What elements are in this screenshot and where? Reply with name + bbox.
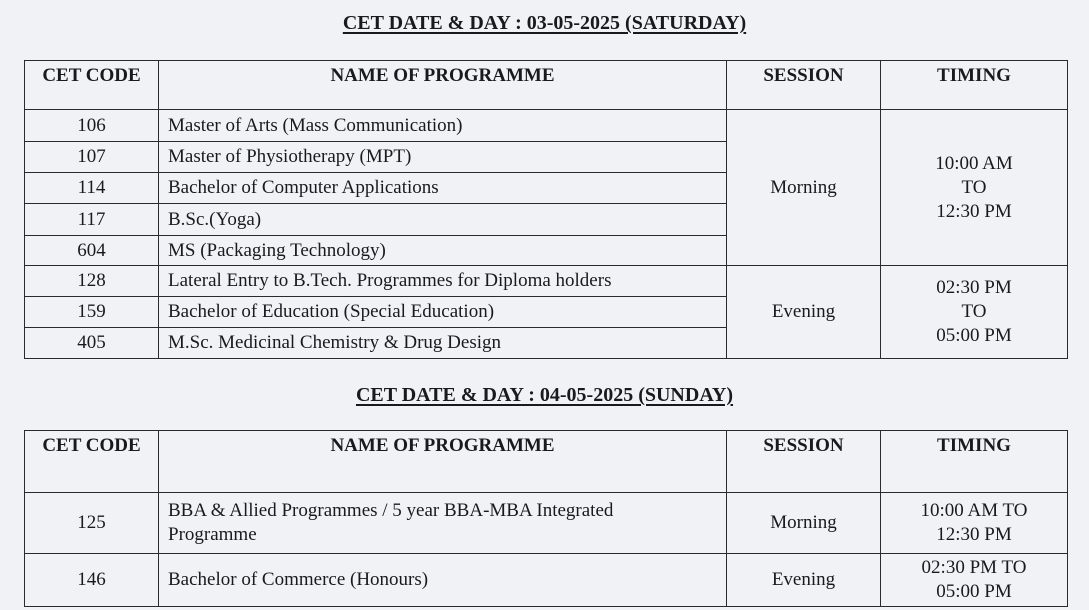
programme-name-line1: BBA & Allied Programmes / 5 year BBA-MBA Integrated xyxy=(168,500,614,521)
timing-start: 02:30 PM xyxy=(936,277,1012,298)
programme-name xyxy=(159,493,727,554)
cet-code: 106 xyxy=(25,110,159,142)
timing-to: TO xyxy=(961,176,987,198)
timing-line2: 05:00 PM xyxy=(936,581,1012,602)
session-evening: Evening xyxy=(727,266,881,359)
day2-schedule-table xyxy=(24,430,1068,607)
programme-name: Master of Physiotherapy (MPT) xyxy=(159,142,727,173)
session-evening: Evening xyxy=(727,554,881,607)
programme-name: Bachelor of Computer Applications xyxy=(159,173,727,204)
cet-code: 146 xyxy=(25,554,159,607)
programme-name-line2: Programme xyxy=(168,524,257,545)
cet-code: 604 xyxy=(25,236,159,266)
cet-code: 114 xyxy=(25,173,159,204)
header-session: SESSION xyxy=(727,61,881,110)
day1-header-row xyxy=(25,61,1068,110)
table-row xyxy=(25,493,1068,554)
day1-schedule-table xyxy=(24,60,1068,359)
programme-name: Bachelor of Education (Special Education) xyxy=(159,297,727,328)
programme-name: M.Sc. Medicinal Chemistry & Drug Design xyxy=(159,328,727,359)
cet-code: 405 xyxy=(25,328,159,359)
timing-end: 05:00 PM xyxy=(936,325,1012,346)
timing-to: TO xyxy=(961,301,987,322)
timing-start: 10:00 AM xyxy=(935,152,1013,174)
programme-name: Lateral Entry to B.Tech. Programmes for Diploma holders xyxy=(159,266,727,297)
header-programme-name: NAME OF PROGRAMME xyxy=(159,61,727,110)
cet-code: 159 xyxy=(25,297,159,328)
cet-code: 125 xyxy=(25,493,159,554)
programme-name: Bachelor of Commerce (Honours) xyxy=(159,554,727,607)
timing-evening xyxy=(881,266,1068,359)
cet-code: 117 xyxy=(25,204,159,236)
programme-name: Master of Arts (Mass Communication) xyxy=(159,110,727,142)
table-row xyxy=(25,110,1068,142)
header-cet-code: CET CODE xyxy=(25,61,159,110)
timing-end: 12:30 PM xyxy=(936,200,1012,222)
timing-line2: 12:30 PM xyxy=(936,524,1012,545)
header-cet-code: CET CODE xyxy=(25,431,159,493)
cet-code: 128 xyxy=(25,266,159,297)
table-row xyxy=(25,266,1068,297)
session-morning: Morning xyxy=(727,493,881,554)
programme-name: MS (Packaging Technology) xyxy=(159,236,727,266)
timing-line1: 02:30 PM TO xyxy=(921,557,1027,578)
day1-heading: CET DATE & DAY : 03-05-2025 (SATURDAY) xyxy=(342,12,747,34)
header-session: SESSION xyxy=(727,431,881,493)
timing-line1: 10:00 AM TO xyxy=(920,500,1028,521)
timing-morning xyxy=(881,493,1068,554)
session-morning: Morning xyxy=(727,110,881,266)
timing-evening xyxy=(881,554,1068,607)
cet-code: 107 xyxy=(25,142,159,173)
timing-morning xyxy=(881,110,1068,266)
table-row xyxy=(25,554,1068,607)
header-timing: TIMING xyxy=(881,431,1068,493)
day2-heading: CET DATE & DAY : 04-05-2025 (SUNDAY) xyxy=(355,384,734,406)
header-programme-name: NAME OF PROGRAMME xyxy=(159,431,727,493)
programme-name: B.Sc.(Yoga) xyxy=(159,204,727,236)
header-timing: TIMING xyxy=(881,61,1068,110)
day2-header-row xyxy=(25,431,1068,493)
